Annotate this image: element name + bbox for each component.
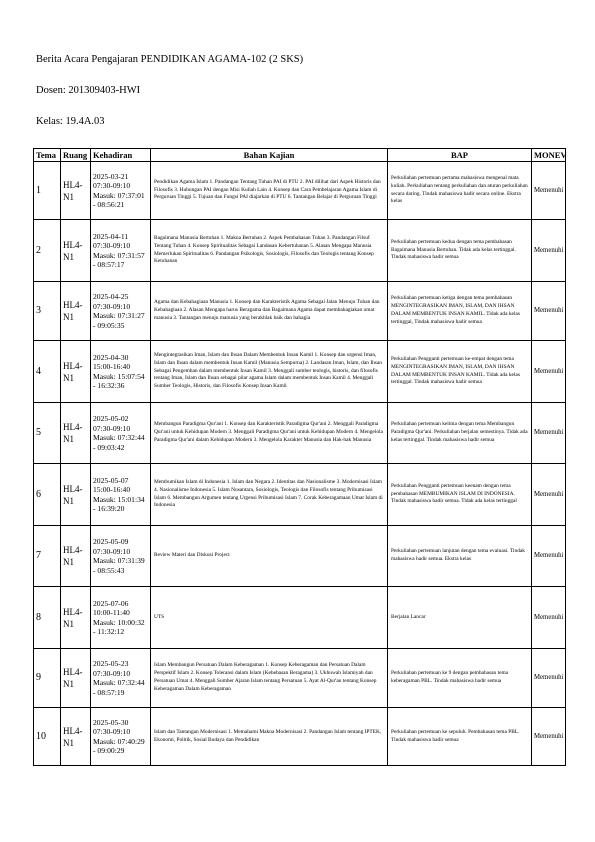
cell-monev: Memenuhi	[532, 464, 566, 526]
table-row	[34, 282, 566, 341]
cell-bap: Perkuliahan pertemuan lanjutan dengan tema evaluasi. Tindak mahasiswa hadir semua. Ekstra kelas	[388, 526, 532, 587]
cell-kehadiran: 2025-05-02 07:30-09:10 Masuk: 07:32:44 - 09:03:42	[91, 403, 151, 464]
cell-kehadiran: 2025-03-21 07:30-09:10 Masuk: 07:37:01 - 08:56:21	[91, 162, 151, 220]
cell-bahan-kajian: Islam Membangun Persatuan Dalam Keberagaman 1. Konsep Keberagaman dan Persatuan Dalam Perspektif Islam 2. Konsep Toleransi dalam Islam (Kebebasan Beragama) 3. Ukhuwah Islamiyah dan Persatuan Umat 4. Menggali Sumber Ajaran Islam tentang Persatuan 5. Ayat Al-Qur'an tentang Konsep Keberagaman Dalam Keberagaman	[151, 649, 388, 708]
cell-ruang: HL4-N1	[61, 282, 91, 341]
cell-kehadiran: 2025-04-25 07:30-09:10 Masuk: 07:31:27 - 09:05:35	[91, 282, 151, 341]
cell-monev: Memenuhi	[532, 341, 566, 403]
cell-monev: Memenuhi	[532, 587, 566, 649]
cell-bahan-kajian: Membangun Paradigma Qur'ani 1. Konsep dan Karakteristik Paradigma Qur'ani 2. Menggali Paradigma Qur'ani untuk Kehidupan Modern 3. Menggali Paradigma Qur'ani untuk Kehidupan Modern 4. Mengelola Paradigma Qur'ani dalam Kehidupan Modern 3. Mengelola Karakter Manusia dan Hak-hak Manusia	[151, 403, 388, 464]
cell-tema: 10	[34, 708, 61, 766]
cell-bahan-kajian: Bagaimana Manusia Bertuhan 1. Makna Bertuhan 2. Aspek Pembahasan Tuhan 3. Pandangan Filsuf Tentang Tuhan 4. Konsep Spiritualitas Sebagai Landasan Kebertuhanan 5. Alasan Mengapa Manusia Memerlukan Spiritualitas 6. Pandangan Psikologis, Sosiologis, Filosofis dan Teologis tentang Konsep Ketuhanan	[151, 220, 388, 282]
cell-monev: Memenuhi	[532, 282, 566, 341]
cell-tema: 6	[34, 464, 61, 526]
cell-kehadiran: 2025-04-11 07:30-09:10 Masuk: 07:31:57 - 08:57:17	[91, 220, 151, 282]
cell-bahan-kajian: Mengintegrasikan Iman, Islam dan Ihsan Dalam Membentuk Insan Kamil 1. Konsep dan urgensi Iman, Islam dan Ihsan dalam membentuk Insan Kamil (Manusia Sempurna) 2. Landasan Iman, Islam, dan Ihsan Sebagai Pengemban dalam membentuk Insan Kamil 3. Menggali sumber teologis, historis, dan filosofis tentang Iman, Islam dan Ihsan sebagai pilar agama Islam dalam membentuk Insan Kamil 4. Menggali Sumber Teologis, Historis, dan Filosofis Konsep Insan Kamil	[151, 341, 388, 403]
cell-kehadiran: 2025-05-09 07:30-09:10 Masuk: 07:31:39 - 08:55:43	[91, 526, 151, 587]
cell-kehadiran: 2025-05-30 07:30-09:10 Masuk: 07:40:29 - 09:00:29	[91, 708, 151, 766]
cell-monev: Memenuhi	[532, 162, 566, 220]
cell-monev: Memenuhi	[532, 708, 566, 766]
col-header-kehadiran: Kehadiran	[91, 149, 151, 162]
document-title: Berita Acara Pengajaran PENDIDIKAN AGAMA-102 (2 SKS)	[36, 54, 304, 65]
col-header-tema: Tema	[34, 149, 61, 162]
class-line: Kelas: 19.4A.03	[36, 116, 105, 127]
cell-bahan-kajian: Membumikan Islam di Indonesia 1. Islam dan Negara 2. Identitas dan Nasionalisme 3. Modernisasi Islam 4. Nasionalisme Indonesia 5. Islam Nusantara, Sosiologis, Teologis dan Filosofis tentang Pribumisasi Islam 6. Membangun Argumen tentang Urgensi Pribumisasi Islam 7. Corak Keberagamaan Umat Islam di Indonesia	[151, 464, 388, 526]
cell-ruang: HL4-N1	[61, 403, 91, 464]
cell-bap: Perkuliahan pertemuan ke 9 dengan pembahasan tema keberagaman PBL. Tindak mahasiswa hadir semua	[388, 649, 532, 708]
table-row	[34, 708, 566, 766]
cell-tema: 2	[34, 220, 61, 282]
table-row	[34, 587, 566, 649]
cell-bap: Perkuliahan pertemuan pertama mahasiswa mengenal mata kuliah. Perkuliahan tentang perkuliahan dan aturan perkuliahan secara daring. Tindak mahasiswa hadir secara online. Ekstra kelas	[388, 162, 532, 220]
cell-tema: 7	[34, 526, 61, 587]
cell-ruang: HL4-N1	[61, 708, 91, 766]
cell-kehadiran: 2025-04-30 15:00-16:40 Masuk: 15:07:54 - 16:32:36	[91, 341, 151, 403]
cell-bahan-kajian: Review Materi dan Diskusi Project	[151, 526, 388, 587]
cell-ruang: HL4-N1	[61, 220, 91, 282]
cell-monev: Memenuhi	[532, 649, 566, 708]
table-header-row	[34, 149, 566, 162]
cell-tema: 8	[34, 587, 61, 649]
cell-monev: Memenuhi	[532, 220, 566, 282]
cell-bahan-kajian: Islam dan Tantangan Modernisasi 1. Memahami Makna Modernisasi 2. Pandangan Islam tentang IPTEK, Ekonomi, Politik, Sosial Budaya dan Pendidikan	[151, 708, 388, 766]
table-row	[34, 464, 566, 526]
cell-bap: Perkuliahan Pengganti pertemuan keenam dengan tema pembahasan MEMBUMIKAN ISLAM DI INDONESIA. Tindak mahasiswa hadir semua. Tidak ada kelas tertinggal	[388, 464, 532, 526]
cell-tema: 3	[34, 282, 61, 341]
teaching-report-table	[33, 148, 566, 766]
cell-ruang: HL4-N1	[61, 587, 91, 649]
col-header-monev: MONEV	[532, 149, 566, 162]
cell-kehadiran: 2025-05-23 07:30-09:10 Masuk: 07:32:44 - 08:57:19	[91, 649, 151, 708]
table-row	[34, 526, 566, 587]
lecturer-line: Dosen: 201309403-HWI	[36, 85, 141, 96]
cell-bahan-kajian: Agama dan Kebahagiaan Manusia 1. Konsep dan Karakteristik Agama Sebagai Jalan Menuju Tuhan dan Kebahagiaan 2. Alasan Mengapa harus Beragama dan Bagaimana Agama dapat membahagiakan umat manusia 3. Tantangan menuju manusia yang berakhlak baik dan bahagia	[151, 282, 388, 341]
cell-ruang: HL4-N1	[61, 464, 91, 526]
cell-tema: 9	[34, 649, 61, 708]
cell-kehadiran: 2025-05-07 15:00-16:40 Masuk: 15:01:34 - 16:39:20	[91, 464, 151, 526]
cell-bap: Perkuliahan pertemuan kelima dengan tema Membangun Paradigma Qur'ani. Perkuliahan berjalan semestinya. Tidak ada kelas tertinggal. Tindak mahasiswa hadir semua	[388, 403, 532, 464]
cell-ruang: HL4-N1	[61, 526, 91, 587]
cell-kehadiran: 2025-07-06 10:00-11:40 Masuk: 10:00:32 - 11:32:12	[91, 587, 151, 649]
cell-tema: 5	[34, 403, 61, 464]
cell-bap: Berjalan Lancar	[388, 587, 532, 649]
cell-bap: Perkuliahan pertemuan ke sepuluh. Pembahasan tema PBL. Tindak mahasiswa hadir semua	[388, 708, 532, 766]
cell-tema: 4	[34, 341, 61, 403]
table-row	[34, 649, 566, 708]
table-body	[34, 162, 566, 766]
cell-bahan-kajian: UTS	[151, 587, 388, 649]
cell-ruang: HL4-N1	[61, 341, 91, 403]
cell-bap: Perkuliahan pertemuan ketiga dengan tema pembahasan MENGINTEGRASIKAN IMAN, ISLAM, DAN IHSAN DALAM MEMBENTUK INSAN KAMIL. Tidak ada kelas tertinggal, Tindak mahasiswa hadir semua	[388, 282, 532, 341]
cell-bap: Perkuliahan pertemuan kedua dengan tema pembahasan Bagaimana Manusia Bertuhan. Tidak ada kelas tertinggal. Tindak mahasiswa hadir semua	[388, 220, 532, 282]
table-row	[34, 220, 566, 282]
cell-monev: Memenuhi	[532, 526, 566, 587]
col-header-ruang: Ruang	[61, 149, 91, 162]
cell-monev: Memenuhi	[532, 403, 566, 464]
cell-bahan-kajian: Pendidikan Agama Islam 1. Pandangan Tentang Tuhan PAI di PTU 2. PAI dilihat dari Aspek Historis dan Filosofis 3. Hubungan PAI dengan Misi Kuliah Lain 4. Konsep dan Cara Pembelajaran Agama Islam di Perguruan Tinggi 5. Tujuan dan Fungsi PAI diajarkan di PTU 6. Tantangan Belajar di Perguruan Tinggi	[151, 162, 388, 220]
cell-tema: 1	[34, 162, 61, 220]
col-header-bahan-kajian: Bahan Kajian	[151, 149, 388, 162]
table-row	[34, 403, 566, 464]
table-row	[34, 341, 566, 403]
cell-bap: Perkuliahan Pengganti pertemuan ke-empat dengan tema MENGINTEGRASIKAN IMAN, ISLAM, DAN IHSAN DALAM MEMBENTUK INSAN KAMIL. Tidak ada kelas tertinggal. Tindak mahasiswa hadir semua	[388, 341, 532, 403]
table-row	[34, 162, 566, 220]
cell-ruang: HL4-N1	[61, 162, 91, 220]
cell-ruang: HL4-N1	[61, 649, 91, 708]
col-header-bap: BAP	[388, 149, 532, 162]
